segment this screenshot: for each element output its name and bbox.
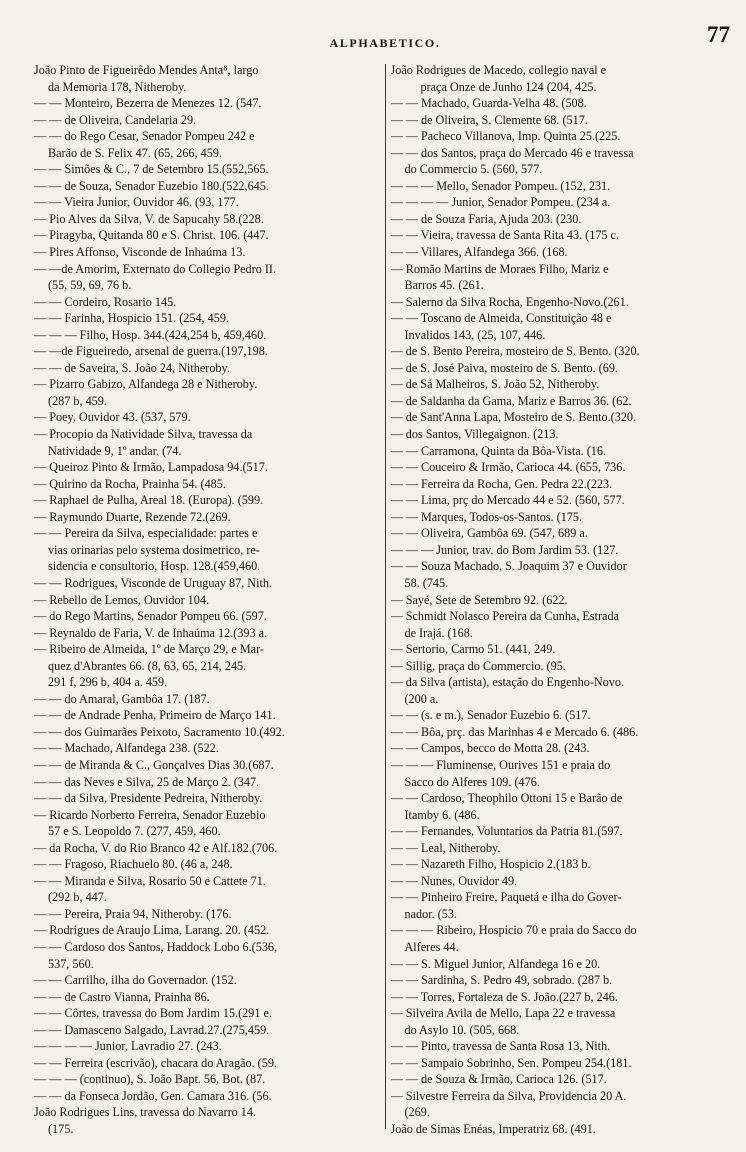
directory-entry-line: — do Rego Martins, Senador Pompeu 66. (597. [34, 609, 267, 624]
directory-entry-line: — — Farinha, Hospicio 151. (254, 459. [34, 311, 229, 326]
directory-entry-line: — — da Fonseca Jordão, Gen. Camara 316. (56. [34, 1088, 272, 1103]
directory-entry-line: Barros 45. (261. [404, 278, 484, 293]
directory-entry-line: — — — Junior, trav. do Bom Jardim 53. (127. [390, 542, 619, 557]
directory-entry-line: — — Cardoso dos Santos, Haddock Lobo 6.(536, [34, 939, 278, 954]
directory-entry-line: — — de Miranda & C., Gonçalves Dias 30.(687. [34, 757, 274, 772]
directory-entry-line: — Romão Martins de Moraes Filho, Mariz e [390, 261, 609, 276]
directory-entry-line: da Memoria 178, Nitheroby. [48, 79, 187, 94]
directory-entry-line: — Queiroz Pinto & Irmão, Lampadosa 94.(517. [34, 460, 268, 475]
directory-entry-line: — Salerno da Silva Rocha, Engenho-Novo.(261. [390, 294, 629, 309]
directory-entry-line: — —de Amorim, Externato do Collegio Pedro II. [34, 261, 277, 276]
directory-entry-line: — — dos Guimarães Peixoto, Sacramento 10.(492. [34, 724, 285, 739]
directory-entry-line: — — — — Junior, Lavradio 27. (243. [34, 1039, 222, 1054]
directory-entry-line: 58. (745. [404, 575, 449, 590]
directory-entry-line: do Commercio 5. (560, 577. [404, 162, 543, 177]
directory-entry-line: — — Damasceno Salgado, Lavrad.27.(275,459. [34, 1022, 270, 1037]
directory-entry-line: — de Sá Malheiros, S. João 52, Nitheroby. [390, 377, 600, 392]
directory-entry-line: — — Vieira Junior, Ouvidor 46. (93, 177. [34, 195, 239, 210]
directory-entry-line: — —de Figueiredo, arsenal de guerra.(197,198. [34, 344, 268, 359]
directory-entry-line: do Asylo 10. (505, 668. [404, 1022, 520, 1037]
directory-entry-line: — — Pereira, Praia 94, Nitheroby. (176. [34, 906, 232, 921]
page-number: 77 [707, 22, 730, 47]
directory-entry-line: — — Sardinha, S. Pedro 49, sobrado. (287 b. [390, 973, 613, 988]
directory-entry-line: — Poey, Ouvidor 43. (537, 579. [34, 410, 191, 425]
directory-entry-line: — — Nunes, Ouvidor 49. [390, 873, 518, 888]
directory-entry-line: — — de Castro Vianna, Prainha 86. [34, 989, 210, 1004]
directory-entry-line: — Schmidt Nolasco Pereira da Cunha, Estrada [390, 609, 619, 624]
directory-entry-line: — — Pinto, travessa de Santa Rosa 13, Nith. [390, 1039, 611, 1054]
directory-entry-line: — Reynaldo de Faria, V. de Inhaúma 12.(393 a. [34, 625, 268, 640]
directory-entry-line: — — Souza Machado, S. Joaquim 37 e Ouvidor [390, 559, 627, 574]
directory-entry-line: — Procopio da Natividade Silva, travessa da [34, 427, 253, 442]
directory-entry-line: — — Lima, prç do Mercado 44 e 52. (560, 577. [390, 493, 625, 508]
directory-entry-line: — — Pinheiro Freire, Paquetá e ilha do Gover- [390, 890, 622, 905]
directory-entry-line: — — — Fluminense, Ourives 151 e praia do [390, 757, 611, 772]
directory-entry-line: (269. [404, 1105, 430, 1120]
directory-entry-line: — — de Oliveira, Candelaria 29. [34, 112, 197, 127]
directory-entry-line: — Rodrigues de Araujo Lima, Larang. 20. (452. [34, 923, 270, 938]
directory-entry-line: — — Fernandes, Voluntarios da Patria 81.(597. [390, 824, 623, 839]
directory-entry-line: — Sillig, praça do Commercio. (95. [390, 658, 566, 673]
directory-entry-line: — Rebello de Lemos, Ouvidor 104. [34, 592, 209, 607]
right-column [386, 62, 737, 1144]
directory-entry-line: Invalidos 143, (25, 107, 446. [404, 327, 546, 342]
directory-entry-line: João Rodrigues de Macedo, collegio naval e [390, 63, 607, 77]
directory-entry-line: (175. [48, 1122, 74, 1136]
directory-entry-line: — Raphael de Pulha, Areal 18. (Europa). (599. [34, 493, 264, 508]
directory-entry-line: — — Cardoso, Theophilo Ottoni 15 e Barão de [390, 791, 623, 806]
directory-entry-line: — — Bôa, prç. das Marinhas 4 e Mercado 6. (486. [390, 724, 639, 739]
directory-entry-line: — — do Amaral, Gambôa 17. (187. [34, 691, 210, 706]
directory-entry-line: — da Silva (artista), estação do Engenho-Novo. [390, 675, 625, 690]
directory-entry-line: — — Carramona, Quinta da Bôa-Vista. (16. [390, 443, 607, 458]
directory-entry-line: praça Onze de Junho 124 (204, 425. [420, 79, 597, 94]
directory-entry-line: — — Fragoso, Riachuelo 80. (46 a, 248. [34, 857, 233, 872]
directory-entry-line: — — — — Junior, Senador Pompeu. (234 a. [390, 195, 611, 210]
directory-entry-line: Natividade 9, 1º andar. (74. [48, 443, 182, 458]
directory-entry-line: — — Côrtes, travessa do Bom Jardim 15.(291 e. [34, 1006, 272, 1021]
directory-entry-line: — Pizarro Gabizo, Alfandega 28 e Nitheroby. [34, 377, 258, 392]
directory-entry-line: 57 e S. Leopoldo 7. (277, 459, 460. [48, 824, 221, 839]
directory-entry-line: — — da Silva, Presidente Pedreira, Nitheroby. [34, 791, 263, 806]
two-column-body [34, 62, 736, 1144]
directory-entry-line: — Pires Affonso, Visconde de Inhaúma 13. [34, 245, 246, 260]
directory-entry-line: — de S. José Paiva, mosteiro de S. Bento. (69. [390, 360, 618, 375]
directory-entry-line: — — S. Miguel Junior, Alfandega 16 e 20. [390, 956, 601, 971]
directory-entry-line: vias orinarias pelo systema dosimetrico, re- [48, 542, 260, 557]
directory-entry-line: — — de Souza, Senador Euzebio 180.(522,645. [34, 178, 269, 193]
running-title: ALPHABETICO. [329, 36, 441, 50]
directory-entry-line: — de S. Bento Pereira, mosteiro de S. Bento. (320. [390, 344, 640, 359]
directory-entry-line: — Raymundo Duarte, Rezende 72.(269. [34, 509, 231, 524]
directory-entry-line: sidencia e consultorio, Hosp. 128.(459,460. [48, 559, 261, 574]
directory-entry-line: — de Sant'Anna Lapa, Mosteiro de S. Bento.(320. [390, 410, 637, 425]
directory-entry-line: (292 b, 447. [48, 890, 107, 905]
directory-entry-line: — de Saldanha da Gama, Mariz e Barros 36. (62. [390, 393, 632, 408]
directory-entry-line: — — Machado, Alfandega 238. (522. [34, 741, 219, 756]
directory-entry-line: João Rodrigues Lins, travessa do Navarro 14. [34, 1105, 257, 1120]
directory-entry-line: — — Nazareth Filho, Hospicio 2.(183 b. [390, 857, 591, 872]
directory-entry-line: — — de Souza & Irmão, Carioca 126. (517. [390, 1072, 607, 1087]
directory-entry-line: — — Couceiro & Irmão, Carioca 44. (655, 736. [390, 460, 626, 475]
directory-entry-line: — — de Saveira, S. João 24, Nitheroby. [34, 360, 230, 375]
directory-entry-line: — Ricardo Norberto Ferreira, Senador Euzebio [34, 807, 266, 822]
directory-entry-line: — Pio Alves da Silva, V. de Sapucahy 58.(228. [34, 211, 264, 226]
directory-entry-line: — — de Souza Faria, Ajuda 203. (230. [390, 211, 582, 226]
directory-entry-line: — — Torres, Fortaleza de S. João.(227 b, 246. [390, 989, 618, 1004]
directory-entry-line: — dos Santos, Villegaignon. (213. [390, 427, 559, 442]
directory-entry-line: 291 f, 296 b, 404 a. 459. [48, 675, 168, 690]
directory-entry-line: de Irajá. (168. [404, 625, 473, 640]
directory-entry-line: 537, 560. [48, 956, 94, 971]
directory-entry-line: — — dos Santos, praça do Mercado 46 e travessa [390, 145, 634, 160]
directory-entry-line: — — Ferreira (escrivão), chacara do Aragão. (59. [34, 1055, 277, 1070]
directory-entry-line: — — Toscano de Almeida, Constituição 48 e [390, 311, 612, 326]
directory-entry-line: — da Rocha, V. do Rio Branco 42 e Alf.182.(706. [34, 840, 278, 855]
directory-entry-line: — Ribeiro de Almeida, 1º de Março 29, e Mar- [34, 642, 264, 657]
directory-entry-line: — — (s. e m.), Senador Euzebio 6. (517. [390, 708, 591, 723]
directory-entry-line: — Silveira Avila de Mello, Lapa 22 e travessa [390, 1006, 616, 1021]
directory-entry-line: — — Machado, Guarda-Velha 48. (508. [390, 96, 587, 111]
directory-entry-line: — — Simões & C., 7 de Setembro 15.(552,565. [34, 162, 269, 177]
directory-entry-line: — — Campos, becco do Motta 28. (243. [390, 741, 590, 756]
directory-entry-line: — — Miranda e Silva, Rosario 50 e Cattete 71. [34, 873, 266, 888]
directory-entry-line: — — das Neves e Silva, 25 de Março 2. (347. [34, 774, 260, 789]
directory-entry-line: — — do Rego Cesar, Senador Pompeu 242 e [34, 129, 255, 144]
directory-entry-line: Sacco do Alferes 109. (476. [404, 774, 540, 789]
directory-entry-line: — — Monteiro, Bezerra de Menezes 12. (547. [34, 96, 262, 111]
directory-entry-line: — Piragyba, Quitanda 80 e S. Christ. 106. (447. [34, 228, 269, 243]
directory-entry-line: — — Cordeiro, Rosario 145. [34, 294, 177, 309]
directory-entry-line: — — Pereira da Silva, especialidade: partes e [34, 526, 258, 541]
directory-entry-line: — — Oliveira, Gambôa 69. (547, 689 a. [390, 526, 588, 541]
directory-entry-line: — — Carrilho, ilha do Governador. (152. [34, 973, 237, 988]
directory-entry-line: João Pinto de Figueirêdo Mendes Anta⁸, largo [34, 63, 259, 77]
directory-entry-line: — — Vieira, travessa de Santa Rita 43. (175 c. [390, 228, 620, 243]
directory-entry-line: Alferes 44. [404, 939, 459, 954]
directory-entry-line: (200 a. [404, 691, 439, 706]
directory-entry-line: Barão de S. Felix 47. (65, 266, 459. [48, 145, 222, 160]
directory-entry-line: — — — (continuo), S. João Bapt. 56, Bot. (87. [34, 1072, 266, 1087]
directory-entry-line: — — de Oliveira, S. Clemente 68. (517. [390, 112, 588, 127]
directory-entry-line: nador. (53. [404, 906, 457, 921]
page-header [34, 22, 736, 62]
directory-entry-line: (287 b, 459. [48, 393, 107, 408]
directory-entry-line: — — — Ribeiro, Hospicio 70 e praia do Sacco do [390, 923, 637, 938]
directory-entry-line: (55, 59, 69, 76 b. [48, 278, 132, 293]
directory-entry-line: — — Leal, Nitheroby. [390, 840, 501, 855]
directory-entry-line: — Silvestre Ferreira da Silva, Providencia 20 A. [390, 1088, 627, 1103]
directory-entry-line: — Sertorio, Carmo 51. (441, 249. [390, 642, 556, 657]
directory-entry-line: — — — Mello, Senador Pompeu. (152, 231. [390, 178, 611, 193]
directory-entry-line: — — Ferreira da Rocha, Gen. Pedra 22.(223. [390, 476, 613, 491]
directory-entry-line: quez d'Abrantes 66. (8, 63, 65, 214, 245. [48, 658, 247, 673]
directory-entry-line: — — de Andrade Penha, Primeiro de Março 141. [34, 708, 276, 723]
directory-entry-line: — — Marques, Todos-os-Santos. (175. [390, 509, 583, 524]
directory-entry-line: Itamby 6. (486. [404, 807, 480, 822]
directory-entry-line: — — Rodrigues, Visconde de Uruguay 87, Nith. [34, 575, 273, 590]
directory-entry-line: João de Simas Enéas, Imperatriz 68. (491. [390, 1122, 596, 1136]
left-column [34, 62, 385, 1144]
directory-entry-line: — — Sampaio Sobrinho, Sen. Pompeu 254.(181. [390, 1055, 632, 1070]
directory-entry-line: — Sayé, Sete de Setembro 92. (622. [390, 592, 568, 607]
directory-entry-line: — — — Filho, Hosp. 344.(424,254 b, 459,460. [34, 327, 267, 342]
directory-entry-line: — Quirino da Rocha, Prainha 54. (485. [34, 476, 226, 491]
directory-entry-line: — — Villares, Alfandega 366. (168. [390, 245, 568, 260]
directory-entry-line: — — Pacheco Villanova, Imp. Quinta 25.(225. [390, 129, 621, 144]
